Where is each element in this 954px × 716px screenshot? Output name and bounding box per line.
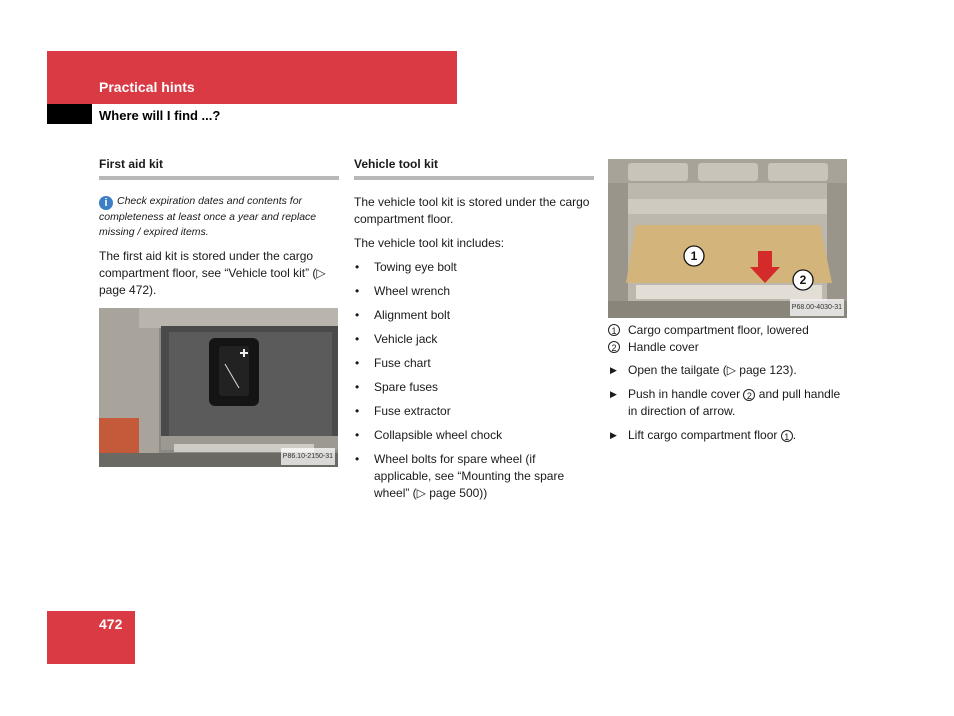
legend-item-1: 1 Cargo compartment floor, lowered: [608, 322, 848, 339]
instruction-steps: [608, 362, 848, 444]
header-tab-marker: [47, 104, 92, 124]
section-title: Practical hints: [99, 79, 195, 95]
tool-kit-list: [354, 259, 594, 502]
first-aid-kit-photo: [99, 308, 338, 467]
cargo-image-code: P68.00-4030-31: [790, 299, 844, 316]
cargo-column: [608, 159, 848, 451]
triangle-bullet-icon: ▶: [610, 365, 617, 375]
tool-kit-includes-label: The vehicle tool kit includes:: [354, 236, 505, 250]
triangle-bullet-icon: ▶: [610, 389, 617, 399]
tool-kit-heading: Vehicle tool kit: [354, 156, 594, 180]
first-aid-body: The first aid kit is stored under the cargo compartment floor, see “Vehicle tool kit” (▷ page 472).: [99, 249, 326, 297]
tool-kit-column: [354, 156, 594, 509]
header-band: [47, 51, 457, 104]
cargo-floor-photo: [608, 159, 847, 318]
list-item: • Wheel wrench: [355, 284, 451, 298]
list-item: • Vehicle jack: [355, 332, 438, 346]
step-3: ▶ Lift cargo compartment floor 1 .: [610, 428, 797, 442]
callout-2-label: 2: [799, 273, 807, 287]
step-1: ▶ Open the tailgate (▷ page 123).: [610, 363, 797, 377]
first-aid-image-code: P86.10-2150-31: [281, 448, 335, 465]
info-note-text: Check expiration dates and contents for completeness at least once a year and replace missing / expired items.: [99, 195, 317, 238]
page-number: 472: [99, 616, 123, 632]
list-item: • Wheel bolts for spare wheel (if applicable, see “Mounting the spare wheel” (▷ page 500)): [355, 452, 565, 500]
first-aid-heading: First aid kit: [99, 156, 339, 180]
step-2: ▶ Push in handle cover 2 and pull handle in direction of arrow.: [610, 387, 841, 418]
list-item: • Collapsible wheel chock: [355, 428, 503, 442]
list-item: • Fuse chart: [355, 356, 431, 370]
triangle-bullet-icon: ▶: [610, 430, 617, 440]
page-subtitle: Where will I find ...?: [99, 108, 221, 123]
list-item: • Alignment bolt: [355, 308, 451, 322]
info-note: [99, 194, 339, 240]
list-item: • Towing eye bolt: [355, 260, 457, 274]
info-icon: i: [99, 196, 113, 210]
cargo-floor-illustration: [608, 159, 847, 318]
list-item: • Fuse extractor: [355, 404, 451, 418]
callout-1-label: 1: [690, 249, 698, 263]
tool-kit-intro: The vehicle tool kit is stored under the cargo compartment floor.: [354, 195, 590, 226]
list-item: • Spare fuses: [355, 380, 439, 394]
first-aid-kit-illustration: [99, 308, 338, 467]
legend-item-2: 2 Handle cover: [608, 339, 848, 356]
first-aid-column: [99, 156, 339, 467]
